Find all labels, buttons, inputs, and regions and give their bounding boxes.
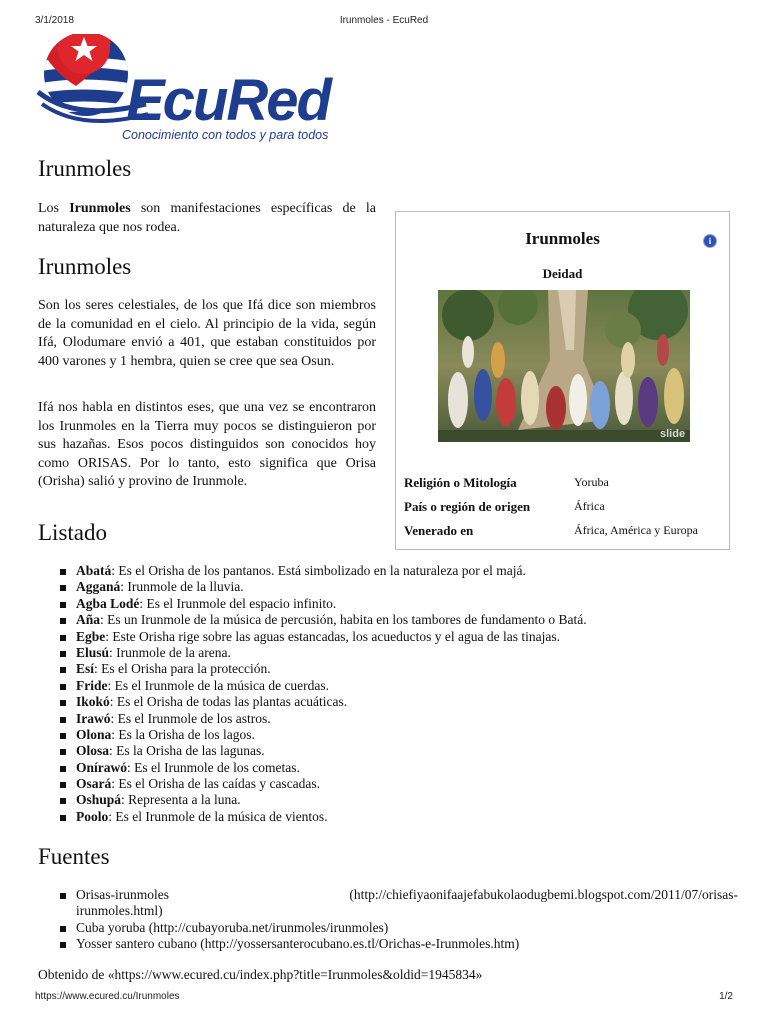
retrieved-from-line[interactable]: Obtenido de «https://www.ecured.cu/index.php?title=Irunmoles&oldid=1945834»: [38, 967, 483, 982]
print-footer: [35, 991, 733, 1005]
source-item[interactable]: Cuba yoruba (http://cubayoruba.net/irunmoles/irunmoles): [38, 920, 738, 936]
list-item: Agganá: Irunmole de la lluvia.: [38, 579, 738, 595]
info-icon[interactable]: i: [704, 235, 716, 247]
infobox-key: País o región de origen: [404, 499, 531, 514]
ecured-tagline: Conocimiento con todos y para todos: [122, 128, 329, 142]
list-item-name[interactable]: Egbe: [76, 628, 106, 644]
list-item: Aña: Es un Irunmole de la música de percusión, habita en los tambores de fundamento o Batá.: [38, 612, 738, 628]
list-item: Esí: Es el Orisha para la protección.: [38, 661, 738, 677]
paragraph-seres-celestiales: Son los seres celestiales, de los que Ifá dice son miembros de la comunidad en el cielo. Al principio de la vida, según Ifá, Olodumare envió a 401, que estaban constituidos por 400 varones y 1 hembra, quien se cree que sea Osun.: [38, 298, 376, 369]
section-heading-listado: Listado: [38, 520, 107, 545]
print-url: https://www.ecured.cu/Irunmoles: [35, 991, 180, 1002]
list-item: Egbe: Este Orisha rige sobre las aguas estancadas, los acueductos y el agua de las tinajas.: [38, 629, 738, 645]
print-page-number: 1/2: [719, 991, 733, 1002]
page-title: Irunmoles: [38, 156, 132, 181]
list-item-name[interactable]: Elusú: [76, 644, 110, 660]
infobox-row: [404, 475, 722, 499]
list-item: Abatá: Es el Orisha de los pantanos. Está simbolizado en la naturaleza por el majá.: [38, 563, 738, 579]
irunmoles-painting-image: [438, 290, 690, 442]
infobox-value: África: [574, 499, 605, 513]
source-item[interactable]: [38, 887, 738, 920]
infobox-key: Venerado en: [404, 523, 474, 538]
source-url[interactable]: (http://chiefiyaonifaajefabukolaodugbemi.blogspot.com/2011/07/orisas-: [349, 887, 738, 902]
list-item: Agba Lodé: Es el Irunmole del espacio infinito.: [38, 596, 738, 612]
list-item: Poolo: Es el Irunmole de la música de vientos.: [38, 809, 738, 825]
image-watermark: slide: [660, 428, 686, 440]
source-url-continued[interactable]: irunmoles.html): [76, 903, 163, 919]
intro-bold-term: Irunmoles: [69, 201, 131, 216]
section-heading-fuentes: Fuentes: [38, 844, 110, 869]
infobox-row: [404, 523, 722, 547]
list-item-name[interactable]: Oshupá: [76, 792, 122, 808]
list-item-name[interactable]: Fride: [76, 677, 108, 693]
list-item: Osará: Es el Orisha de las caídas y cascadas.: [38, 776, 738, 792]
listado-list: [38, 563, 738, 825]
fuentes-list: [38, 887, 738, 953]
infobox-title: Irunmoles: [525, 229, 600, 248]
intro-paragraph: Los Irunmoles son manifestaciones específicas de la naturaleza que nos rodea.: [38, 201, 377, 235]
print-header: [35, 15, 733, 29]
infobox-key: Religión o Mitología: [404, 475, 517, 490]
list-item-name[interactable]: Onírawó: [76, 759, 128, 775]
print-page-title: Irunmoles - EcuRed: [339, 15, 429, 26]
list-item: Ikokó: Es el Orisha de todas las plantas acuáticas.: [38, 694, 738, 710]
list-item-name[interactable]: Irawó: [76, 710, 111, 726]
list-item-name[interactable]: Agba Lodé: [76, 595, 140, 611]
list-item-name[interactable]: Olosa: [76, 743, 110, 759]
infobox-value: África, América y Europa: [574, 523, 698, 537]
list-item: Olosa: Es la Orisha de las lagunas.: [38, 743, 738, 759]
list-item: Irawó: Es el Irunmole de los astros.: [38, 711, 738, 727]
source-item[interactable]: Yosser santero cubano (http://yossersanterocubano.es.tl/Orichas-e-Irunmoles.htm): [38, 936, 738, 952]
ecured-logo[interactable]: [36, 34, 346, 144]
list-item-name[interactable]: Olona: [76, 726, 112, 742]
list-item: Elusú: Irunmole de la arena.: [38, 645, 738, 661]
list-item-name[interactable]: Abatá: [76, 563, 112, 578]
list-item: Olona: Es la Orisha de los lagos.: [38, 727, 738, 743]
print-date: 3/1/2018: [35, 15, 74, 26]
list-item-name[interactable]: Ikokó: [76, 694, 110, 710]
infobox: [395, 211, 730, 550]
ecured-wordmark: EcuRed: [126, 68, 330, 133]
infobox-table: [404, 475, 722, 547]
list-item-name[interactable]: Aña: [76, 612, 101, 628]
list-item-name[interactable]: Esí: [76, 661, 95, 677]
list-item-name[interactable]: Poolo: [76, 808, 109, 824]
infobox-value: Yoruba: [574, 475, 609, 489]
list-item: Onírawó: Es el Irunmole de los cometas.: [38, 760, 738, 776]
section-heading-irunmoles: Irunmoles: [38, 254, 132, 279]
source-label[interactable]: Orisas-irunmoles: [76, 887, 169, 902]
infobox-subtitle: Deidad: [542, 266, 583, 281]
list-item: Fride: Es el Irunmole de la música de cuerdas.: [38, 678, 738, 694]
paragraph-orisas: Ifá nos habla en distintos eses, que una vez se encontraron los Irunmoles en la Tierra muy pocos se distinguieron por sus hazañas. Esos pocos distinguidos son conocidos hoy como ORISAS. Por lo tanto, esto significa que Orisa (Orisha) salió y provino de Irunmole.: [38, 400, 376, 489]
infobox-row: [404, 499, 722, 523]
list-item-name[interactable]: Agganá: [76, 579, 121, 595]
list-item-name[interactable]: Osará: [76, 776, 112, 792]
list-item: Oshupá: Representa a la luna.: [38, 792, 738, 808]
